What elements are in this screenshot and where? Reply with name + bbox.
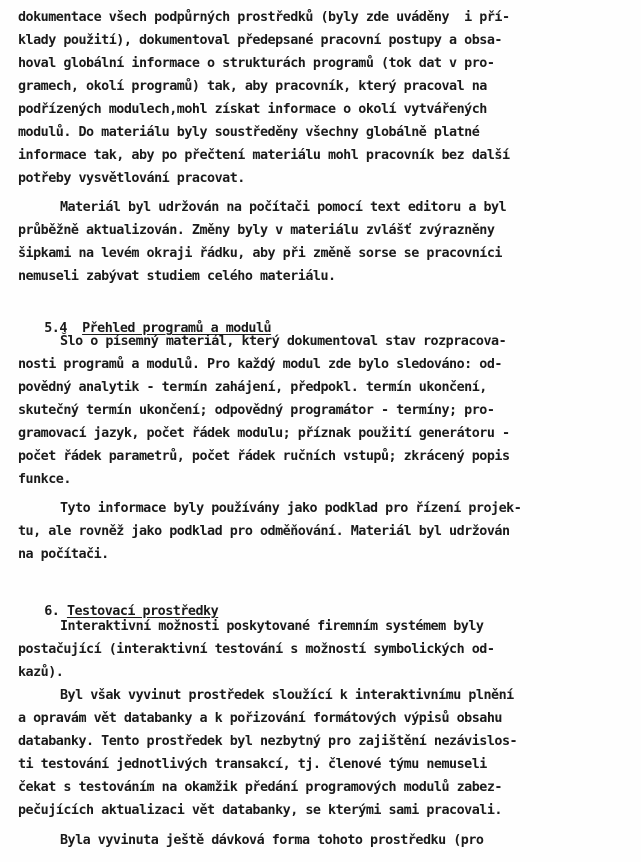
section-number: 6. (44, 604, 60, 619)
paragraph-line: klady použití), dokumentoval předepsané pracovní postupy a obsa- (18, 33, 502, 48)
paragraph-line: modulů. Do materiálu byly soustředěny všechny globálně platné (18, 125, 480, 140)
paragraph-line: povědný analytik - termín zahájení, předpokl. termín ukončení, (18, 380, 487, 395)
paragraph-line: gramech, okolí programů) tak, aby pracovník, který pracoval na (18, 79, 487, 94)
paragraph-line: Materiál byl udržován na počítači pomocí text editoru a byl (60, 200, 507, 215)
paragraph-line: nemuseli zabývat studiem celého materiálu. (18, 269, 336, 284)
paragraph-line: Tyto informace byly používány jako podklad pro řízení projek- (60, 501, 522, 516)
paragraph-line: databanky. Tento prostředek byl nezbytný pro zajištění nezávislos- (18, 734, 518, 749)
paragraph-line: pečujících aktualizaci vět databanky, se kterými sami pracovali. (18, 803, 502, 818)
paragraph-line: na počítači. (18, 547, 109, 562)
paragraph-line: průběžně aktualizován. Změny byly v materiálu zvlášť zvýrazněny (18, 223, 495, 238)
paragraph-line: hoval globální informace o strukturách programů (tok dat v pro- (18, 56, 495, 71)
paragraph-line: tu, ale rovněž jako podklad pro odměňování. Materiál byl udržován (18, 524, 510, 539)
paragraph-line: informace tak, aby po přečtení materiálu mohl pracovník bez další (18, 148, 510, 163)
paragraph-line: a opravám vět databanky a k pořizování formátových výpisů obsahu (18, 711, 502, 726)
paragraph-line: šipkami na levém okraji řádku, aby při změně sorse se pracovníci (18, 246, 502, 261)
paragraph-line: skutečný termín ukončení; odpovědný programátor - termíny; pro- (18, 403, 495, 418)
paragraph-line: Byl však vyvinut prostředek sloužící k interaktivnímu plnění (60, 688, 514, 703)
paragraph-line: počet řádek parametrů, počet řádek ručních vstupů; zkrácený popis (18, 449, 510, 464)
paragraph-line: dokumentace všech podpůrných prostředků (byly zde uváděny i pří- (18, 10, 510, 25)
paragraph-line: postačující (interaktivní testování s možností symbolických od- (18, 642, 495, 657)
paragraph-line: Byla vyvinuta ještě dávková forma tohoto prostředku (pro (60, 833, 484, 848)
section-title: Testovací prostředky (66, 604, 219, 619)
paragraph-line: kazů). (18, 665, 64, 680)
section-title: Přehled programů a modulů (82, 321, 272, 336)
paragraph-line: čekat s testováním na okamžik předání programových modulů zabez- (18, 780, 502, 795)
paragraph-line: ti testování jednotlivých transakcí, tj. členové týmu nemuseli (18, 757, 487, 772)
section-number: 5.4 (44, 321, 67, 336)
paragraph-line: podřízených modulech,mohl získat informace o okolí vytvářených (18, 102, 487, 117)
paragraph-line: gramovací jazyk, počet řádek modulu; příznak použití generátoru - (18, 426, 510, 441)
paragraph-line: funkce. (18, 472, 71, 487)
paragraph-line: Šlo o písemný materiál, který dokumentoval stav rozpracova- (60, 334, 507, 349)
paragraph-line: potřeby vysvětlování pracovat. (18, 171, 245, 186)
paragraph-line: Interaktivní možnosti poskytované firemním systémem byly (60, 619, 484, 634)
paragraph-line: nosti programů a modulů. Pro každý modul zde bylo sledováno: od- (18, 357, 502, 372)
